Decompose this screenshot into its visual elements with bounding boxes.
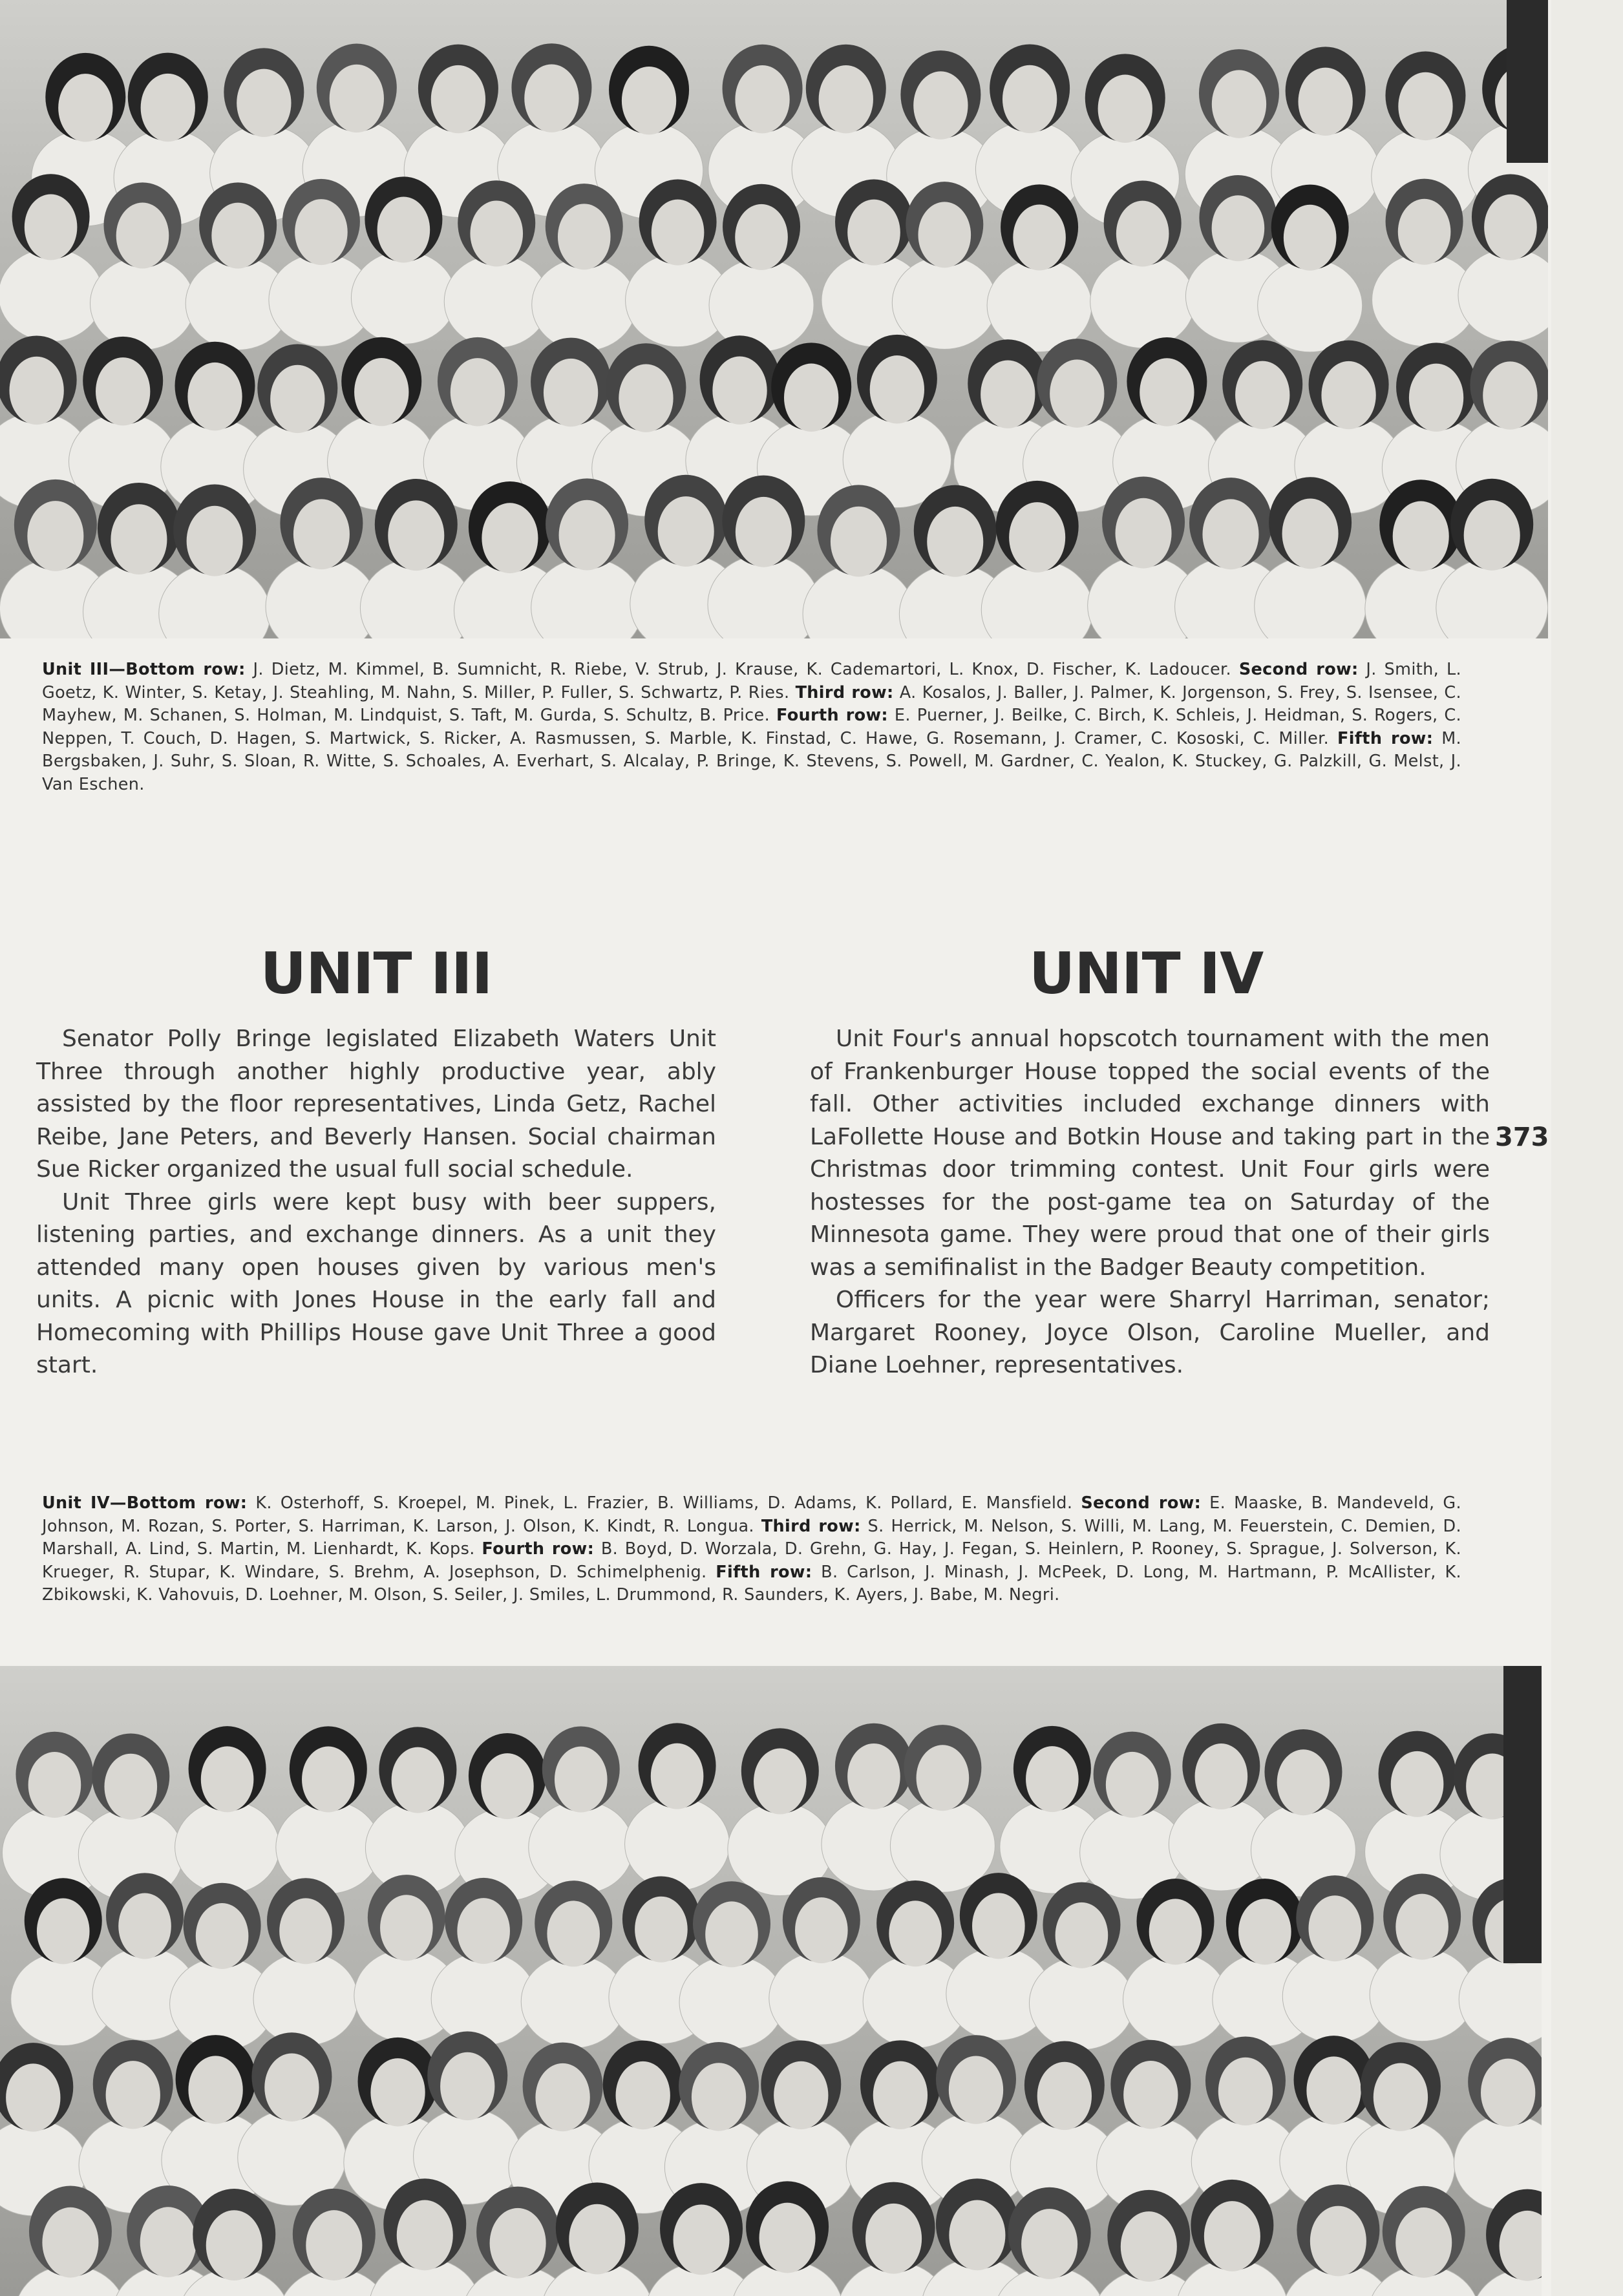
unit3-heading: UNIT III: [260, 940, 493, 1007]
unit4-photo-caption: [42, 1492, 1461, 1607]
caption-row-names: E. Maaske, B. Mandeveld, G. Johnson, M. Rozan, S. Porter, S. Harriman, K. Larson, J. Olson, K. Kindt, R. Longua.: [42, 1493, 1461, 1536]
caption-row-names: K. Osterhoff, S. Kroepel, M. Pinek, L. Frazier, B. Williams, D. Adams, K. Pollard, E. Mansfield.: [247, 1493, 1081, 1513]
unit3-article: [36, 1023, 716, 1382]
unit4-paragraph: Officers for the year were Sharryl Harriman, senator; Margaret Rooney, Joyce Olson, Caroline Mueller, and Diane Loehner, representatives.: [810, 1287, 1490, 1378]
caption-row-label: Third row:: [795, 682, 894, 702]
caption-row-label: Second row:: [1238, 660, 1359, 679]
caption-row-label: Unit III—Bottom row:: [42, 660, 246, 679]
caption-row-names: A. Kosalos, J. Baller, J. Palmer, K. Jorgenson, S. Frey, S. Isensee, C. Mayhew, M. Schanen, S. Holman, M. Lindquist, S. Taft, M. Gurda, S. Schultz, B. Price.: [42, 682, 1461, 725]
photo-person: [253, 1878, 358, 2045]
photo-person: [1029, 1882, 1134, 2050]
caption-row-names: J. Smith, L. Goetz, K. Winter, S. Ketay, J. Steahling, M. Nahn, S. Miller, P. Fuller, S. Schwartz, P. Ries.: [42, 660, 1462, 702]
photo-edge-bar: [1503, 1666, 1542, 1963]
photo-person: [1370, 1873, 1474, 2041]
caption-row-label: Second row:: [1081, 1493, 1202, 1513]
photo-person: [769, 1877, 874, 2045]
caption-row-names: B. Boyd, D. Worzala, D. Grehn, G. Hay, J. Fegan, S. Heinlern, P. Rooney, S. Sprague, J. Solverson, K. Krueger, R. Stupar, K. Windare, S. Brehm, A. Josephson, D. Schimelphenig.: [42, 1539, 1461, 1582]
caption-row-names: E. Puerner, J. Beilke, C. Birch, K. Schleis, J. Heidman, S. Rogers, C. Neppen, T. Couch, D. Hagen, S. Martwick, S. Ricker, A. Rasmussen, S. Marble, K. Finstad, C. Hawe, G. Rosemann, J. Cramer, C. Kososki, C. Miller.: [42, 706, 1462, 748]
photo-person: [11, 1878, 116, 2045]
caption-row-names: B. Carlson, J. Minash, J. McPeek, D. Long, M. Hartmann, P. McAllister, K. Zbikowski, K. Vahovuis, D. Loehner, M. Olson, S. Seiler, J. Smiles, L. Drummond, R. Saunders, K. Ayers, J. Babe, M. Negri.: [42, 1562, 1462, 1605]
photo-person: [1080, 1732, 1185, 1899]
unit3-group-photo: [0, 0, 1548, 638]
unit3-paragraph: Unit Three girls were kept busy with beer suppers, listening parties, and exchange dinners. As a unit they attended many open houses given by various men's units. A picnic with Jones House in the early fall and Homecoming with Phillips House gave Unit Three a good start.: [36, 1188, 716, 1378]
photo-person: [863, 1880, 968, 2048]
unit3-paragraph: Senator Polly Bringe legislated Elizabeth Waters Unit Three through another highly productive year, ably assisted by the floor representatives, Linda Getz, Rachel Reibe, Jane Peters, and Beverly Hansen. Social chairman Sue Ricker organized the usual full social schedule.: [36, 1026, 716, 1183]
page-number: 373: [1495, 1122, 1549, 1152]
photo-person: [1251, 1729, 1355, 1897]
caption-row-label: Fourth row:: [482, 1539, 595, 1559]
caption-row-label: Third row:: [761, 1516, 861, 1536]
photo-person: [521, 1880, 626, 2048]
caption-row-names: J. Dietz, M. Kimmel, B. Sumnicht, R. Riebe, V. Strub, J. Krause, K. Cademartori, L. Knox, D. Fischer, K. Ladoucer.: [245, 660, 1239, 679]
unit4-photo-faces: [0, 1666, 1542, 2296]
photo-person: [69, 337, 176, 510]
photo-person: [238, 2032, 346, 2206]
photo-person: [1097, 2040, 1205, 2213]
photo-person: [843, 335, 951, 508]
unit4-group-photo: [0, 1666, 1542, 2296]
photo-person: [431, 1878, 536, 2045]
caption-row-label: Fourth row:: [776, 706, 888, 725]
photo-edge-bar: [1507, 0, 1548, 163]
photo-person: [1454, 2038, 1542, 2211]
photo-person: [276, 1726, 381, 1893]
caption-row-label: Unit IV—Bottom row:: [42, 1493, 248, 1513]
photo-person: [625, 1723, 730, 1890]
caption-row-label: Fifth row:: [716, 1562, 812, 1582]
page-margin: [1551, 0, 1623, 2296]
caption-row-label: Fifth row:: [1337, 728, 1434, 748]
unit4-paragraph: Unit Four's annual hopscotch tournament with the men of Frankenburger House topped the social events of the fall. Other activities included exchange dinners with LaFollette House and Botkin House and taking part in the Christmas door trimming contest. Unit Four girls were hostesses for the post-game tea on Saturday of the Minnesota game. They were proud that one of their girls was a semifinalist in the Badger Beauty competition.: [810, 1026, 1490, 1281]
unit3-photo-faces: [0, 0, 1548, 638]
caption-row-names: M. Bergsbaken, J. Suhr, S. Sloan, R. Witte, S. Schoales, A. Everhart, S. Alcalay, P. Bringe, K. Stevens, S. Powell, M. Gardner, C. Yealon, K. Stuckey, G. Palzkill, G. Melst, J. Van Eschen.: [42, 728, 1462, 794]
photo-person: [1010, 2041, 1118, 2215]
caption-row-names: S. Herrick, M. Nelson, S. Willi, M. Lang, M. Feuerstein, C. Demien, D. Marshall, A. Lind, S. Martin, M. Lienhardt, K. Kops.: [42, 1516, 1461, 1559]
unit4-heading: UNIT IV: [1028, 940, 1264, 1007]
photo-person: [175, 1726, 280, 1893]
photo-person: [709, 184, 814, 352]
photo-person: [365, 1727, 470, 1894]
unit3-photo-caption: [42, 658, 1461, 796]
photo-person: [728, 1728, 833, 1895]
photo-person: [529, 1726, 633, 1893]
unit4-article: [810, 1023, 1490, 1382]
photo-person: [1123, 1879, 1227, 2046]
